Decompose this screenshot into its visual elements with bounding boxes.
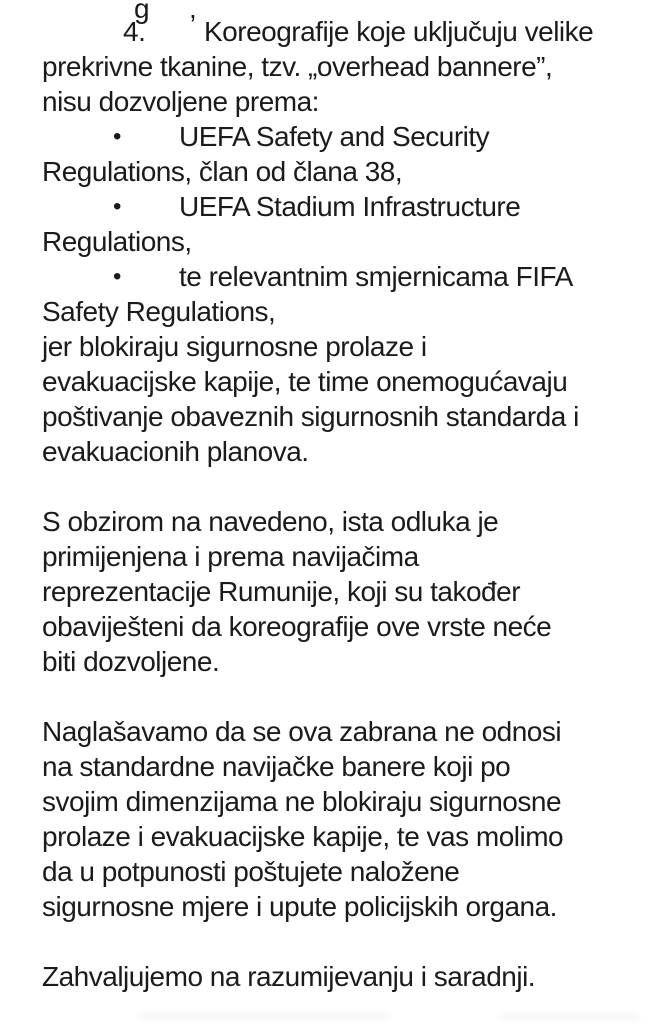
list-bullet-icon: • (113, 123, 121, 150)
text-line: na standardne navijačke banere koji po (42, 751, 511, 782)
text-line: svojim dimenzijama ne blokiraju sigurnosne (42, 786, 562, 817)
document-lines (42, 0, 641, 994)
list-number: 4. (123, 16, 146, 47)
blank-line (42, 924, 641, 959)
text-line (42, 189, 641, 224)
line-text: Koreografije koje uključuju velike (204, 16, 594, 47)
list-bullet-icon: • (113, 193, 121, 220)
text-line: Naglašavamo da se ova zabrana ne odnosi (42, 716, 562, 747)
text-line: reprezentacije Rumunije, koji su također (42, 576, 521, 607)
text-line (42, 259, 641, 294)
text-line: evakuacijske kapije, te time onemogućavaju (42, 366, 568, 397)
text-line: Regulations, (42, 226, 192, 257)
text-line: obaviješteni da koreografije ove vrste neće (42, 611, 552, 642)
text-line: jer blokiraju sigurnosne prolaze i (42, 331, 427, 362)
text-line (42, 14, 641, 49)
line-text: UEFA Safety and Security (179, 121, 490, 152)
clipped-glyph-fragment: , (189, 0, 197, 24)
text-line: S obzirom na navedeno, ista odluka je (42, 506, 499, 537)
text-line: da u potpunosti poštujete naložene (42, 856, 460, 887)
text-line: sigurnosne mjere i upute policijskih organa. (42, 891, 557, 922)
blank-line (42, 679, 641, 714)
text-line: evakuacionih planova. (42, 436, 309, 467)
text-line: poštivanje obaveznih sigurnosnih standarda i (42, 401, 579, 432)
text-line: Safety Regulations, (42, 296, 276, 327)
text-line: nisu dozvoljene prema: (42, 86, 319, 117)
bottom-blur-artifact (140, 1011, 390, 1021)
line-text: te relevantnim smjernicama FIFA (179, 261, 573, 292)
text-line: Zahvaljujemo na razumijevanju i saradnji. (42, 961, 536, 992)
text-line: biti dozvoljene. (42, 646, 220, 677)
text-line: primijenjena i prema navijačima (42, 541, 419, 572)
text-line: prekrivne tkanine, tzv. „overhead bannere”, (42, 51, 553, 82)
clipped-glyph-fragment: g (134, 0, 150, 24)
text-line: Regulations, član od člana 38, (42, 156, 403, 187)
blank-line (42, 469, 641, 504)
bottom-blur-artifact (500, 1012, 640, 1022)
text-line (42, 119, 641, 154)
line-text: UEFA Stadium Infrastructure (179, 191, 521, 222)
text-line: prolaze i evakuacijske kapije, te vas molimo (42, 821, 564, 852)
list-bullet-icon: • (113, 263, 121, 290)
